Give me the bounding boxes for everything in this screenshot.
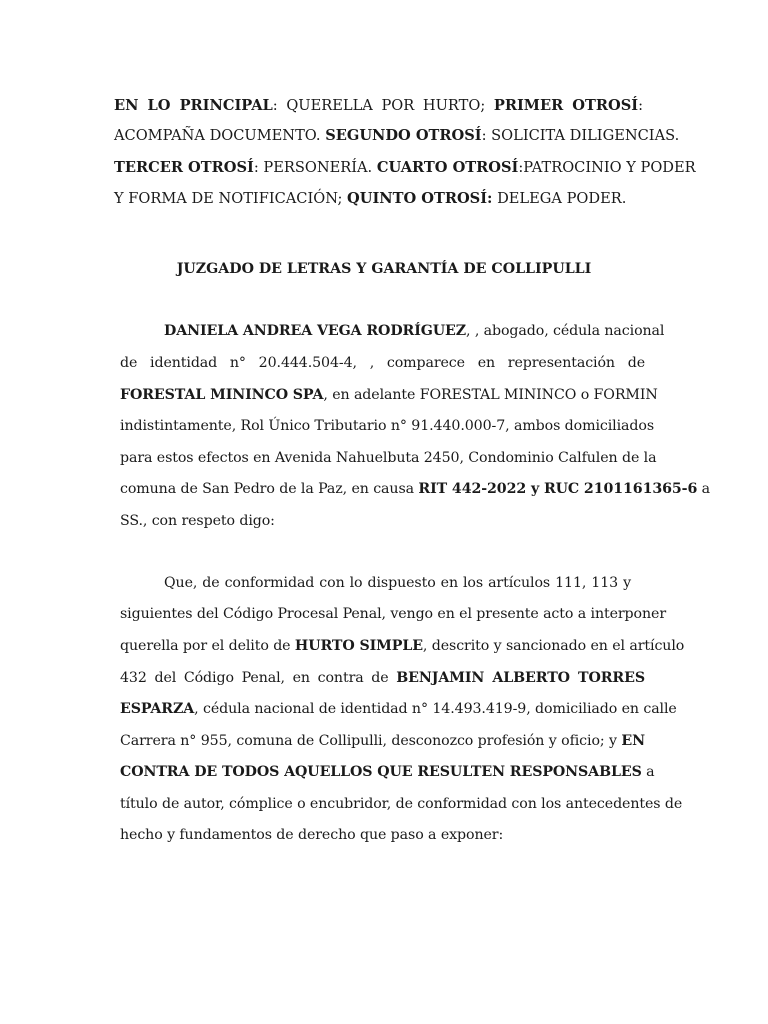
- case-number: RIT 442-2022 y RUC 2101161365-6: [418, 481, 698, 497]
- p2-line-6: Carrera n° 955, comuna de Collipulli, desconozco profesión y oficio; y EN: [120, 733, 645, 749]
- summary-line-3: TERCER OTROSÍ: PERSONERÍA. CUARTO OTROSÍ:PATROCINIO Y PODER: [114, 159, 696, 176]
- offense-name: HURTO SIMPLE: [294, 638, 423, 654]
- segundo-otrosi-label: SEGUNDO OTROSÍ: [325, 127, 482, 144]
- p2-line-5: ESPARZA, cédula nacional de identidad n° 14.493.419-9, domiciliado en calle: [120, 701, 677, 717]
- tercer-otrosi-label: TERCER OTROSÍ: [114, 159, 254, 176]
- court-heading: JUZGADO DE LETRAS Y GARANTÍA DE COLLIPULLI: [176, 261, 592, 277]
- p1-line-2: de identidad n° 20.444.504-4, , comparece en representación de: [120, 355, 645, 371]
- company-name: FORESTAL MININCO SPA: [120, 387, 324, 403]
- summary-line-1: EN LO PRINCIPAL: QUERELLA POR HURTO; PRIMER OTROSÍ:: [114, 97, 643, 114]
- p2-line-4: 432 del Código Penal, en contra de BENJAMIN ALBERTO TORRES: [120, 670, 645, 686]
- p2-line-3: querella por el delito de HURTO SIMPLE, descrito y sancionado en el artículo: [120, 638, 685, 654]
- primer-otrosi-label: PRIMER OTROSÍ: [493, 97, 639, 114]
- summary-line-2: ACOMPAÑA DOCUMENTO. SEGUNDO OTROSÍ: SOLICITA DILIGENCIAS.: [114, 127, 680, 144]
- p1-line-7: SS., con respeto digo:: [120, 513, 275, 529]
- p2-line-8: título de autor, cómplice o encubridor, de conformidad con los antecedentes de: [120, 796, 683, 812]
- p1-line-4: indistintamente, Rol Único Tributario n° 91.440.000-7, ambos domiciliados: [120, 418, 655, 434]
- p1-line-6: comuna de San Pedro de la Paz, en causa RIT 442-2022 y RUC 2101161365-6 a: [120, 481, 710, 497]
- quinto-otrosi-label: QUINTO OTROSÍ:: [347, 190, 493, 207]
- p1-line-3: FORESTAL MININCO SPA, en adelante FORESTAL MININCO o FORMIN: [120, 387, 658, 403]
- responsible-parties: CONTRA DE TODOS AQUELLOS QUE RESULTEN RESPONSABLES: [120, 764, 642, 780]
- p2-line-9: hecho y fundamentos de derecho que paso a exponer:: [120, 827, 504, 843]
- p2-line-7: CONTRA DE TODOS AQUELLOS QUE RESULTEN RESPONSABLES a: [120, 764, 655, 780]
- lawyer-name: DANIELA ANDREA VEGA RODRÍGUEZ: [164, 323, 467, 339]
- defendant-name-part1: BENJAMIN ALBERTO TORRES: [396, 670, 645, 686]
- cuarto-otrosi-label: CUARTO OTROSÍ: [376, 159, 519, 176]
- principal-label: EN LO PRINCIPAL: [114, 97, 273, 114]
- p1-line-5: para estos efectos en Avenida Nahuelbuta 2450, Condominio Calfulen de la: [120, 450, 657, 466]
- defendant-name-part2: ESPARZA: [120, 701, 195, 717]
- p1-line-1: DANIELA ANDREA VEGA RODRÍGUEZ, , abogado, cédula nacional: [164, 323, 665, 339]
- p2-line-1: Que, de conformidad con lo dispuesto en los artículos 111, 113 y: [164, 575, 631, 591]
- p2-line-2: siguientes del Código Procesal Penal, vengo en el presente acto a interponer: [120, 606, 666, 622]
- summary-line-4: Y FORMA DE NOTIFICACIÓN; QUINTO OTROSÍ: DELEGA PODER.: [114, 190, 627, 207]
